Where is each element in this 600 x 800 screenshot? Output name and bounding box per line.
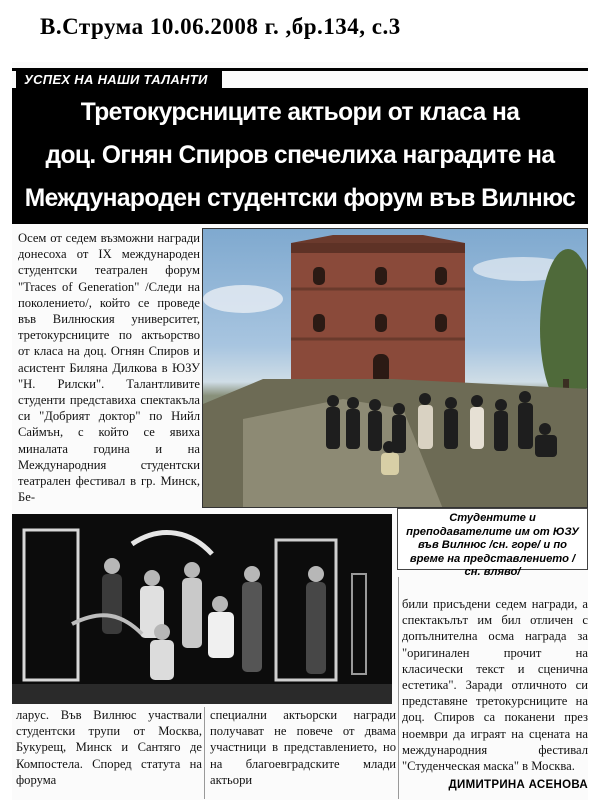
column-divider bbox=[398, 577, 399, 799]
tower-photo-illustration bbox=[203, 229, 588, 508]
photo-stage-performance bbox=[12, 514, 392, 704]
rubric-label: УСПЕХ НА НАШИ ТАЛАНТИ bbox=[16, 71, 222, 88]
article-right-column: били присъдени седем награди, а спектакълът им бил отличен с допълнителна осма награда за "оригинален прочит на класически текст и сценична естетика". Заради отличното си представяне третокурсниците на доц. Спиров са поканени през ноември да играят на сцената на международния фестивал "Студенческая маска" в Москва. bbox=[402, 597, 588, 774]
article-bottom-column-1: ларус. Във Вилнюс участвали студентски трупи от Москва, Букурещ, Минск и Сантяго де Компостела. Според статута на форума bbox=[16, 708, 202, 787]
stage-photo-illustration bbox=[12, 514, 392, 704]
author-byline: ДИМИТРИНА АСЕНОВА bbox=[448, 779, 588, 791]
source-line: В.Струма 10.06.2008 г. ,бр.134, с.3 bbox=[40, 14, 401, 39]
headline bbox=[12, 88, 588, 224]
rubric-bar bbox=[12, 68, 588, 88]
column-divider bbox=[204, 707, 205, 799]
photo-caption: Студентите и преподавателите им от ЮЗУ във Вилнюс /сн. горе/ и по време на представлението /сн. вляво/ bbox=[397, 508, 588, 570]
photo-students-at-tower bbox=[202, 228, 588, 508]
newspaper-clipping bbox=[12, 62, 588, 800]
headline-line-1: Третокурсниците актьори от класа на bbox=[80, 98, 520, 126]
headline-line-2: доц. Огнян Спиров спечелиха наградите на bbox=[45, 141, 555, 169]
headline-line-3: Международен студентски форум във Вилнюс bbox=[24, 184, 576, 212]
article-bottom-column-2: специални актьорски награди получават не повече от двама участници в представлението, но на благоевградските млади актьори bbox=[210, 708, 396, 787]
article-intro-column: Осем от седем възможни награди донесоха от IX международен студентски театрален форум "Traces of Generation" /Следи на поколението/, който се проведе във Вилнюския университет, третокурсниците по актьорство от класа на доц. Огнян Спиров и асистент Биляна Дилкова в ЮЗУ "Н. Рилски". Талантливите студенти представиха спектакъла си "Добрият доктор" по Нийл Саймън, с който се явиха миналата година и на Международния студентски театрален фестивал в гр. Минск, Бе- bbox=[18, 231, 200, 505]
